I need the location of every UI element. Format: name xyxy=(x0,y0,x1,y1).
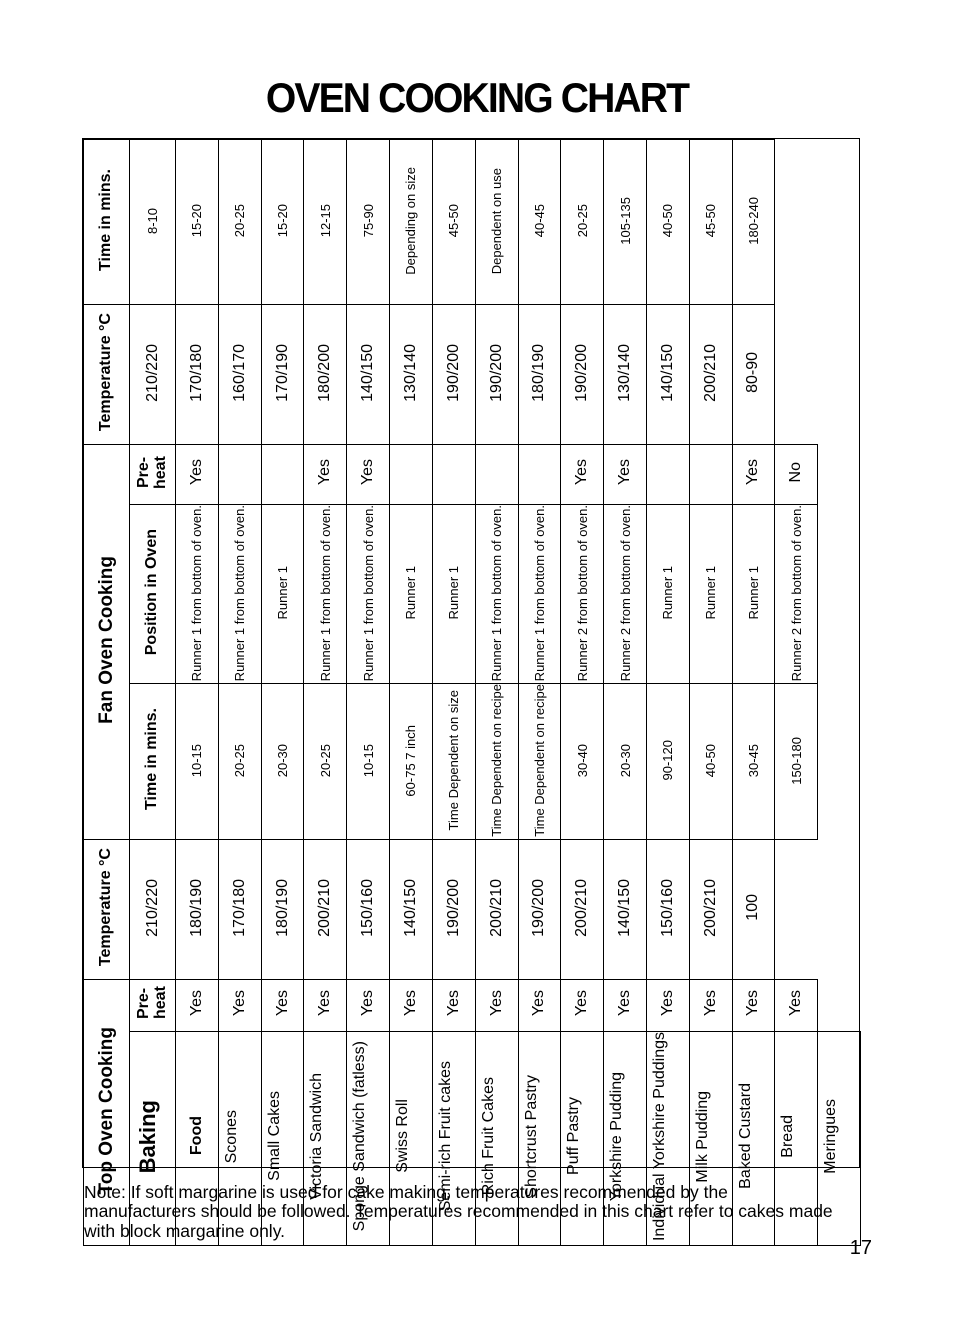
cell-top-temp xyxy=(432,840,475,980)
group-baking-text: Baking xyxy=(135,1099,160,1174)
cell-top-time xyxy=(775,684,818,840)
cell-top-temp-text: 200/210 xyxy=(487,878,505,937)
cell-top-position-text: Runner 1 xyxy=(745,566,761,620)
cell-top-position-text: Runner 1 xyxy=(275,566,291,620)
cell-fan-temp-text: 190/200 xyxy=(573,343,591,402)
header-fan-time-text: Time in mins. xyxy=(97,168,115,271)
cell-fan-temp-text: 130/140 xyxy=(616,343,634,402)
cell-top-preheat xyxy=(432,980,475,1032)
cell-fan-temp-text: 140/150 xyxy=(359,343,377,402)
cell-food-text: Shortcrust Pastry xyxy=(522,1074,540,1198)
cell-top-time-text: Time Dependent on size xyxy=(446,690,462,831)
cell-fan-time-text: 12-15 xyxy=(317,204,333,238)
cell-top-preheat-text: Yes xyxy=(230,990,248,1017)
header-fan-temp-text: Temperature °C xyxy=(97,313,115,432)
cell-top-preheat-text: Yes xyxy=(316,990,334,1017)
cell-top-time-text: 20-30 xyxy=(275,744,291,778)
cell-fan-preheat xyxy=(732,445,775,505)
cell-fan-time xyxy=(304,140,347,305)
cell-top-position-text: Runner 1 xyxy=(660,566,676,620)
cell-top-time xyxy=(432,684,475,840)
cell-fan-temp xyxy=(689,305,732,445)
cell-fan-time-text: 15-20 xyxy=(275,204,291,238)
cell-fan-temp-text: 180/200 xyxy=(316,343,334,402)
cell-fan-temp-text: 190/200 xyxy=(487,343,505,402)
group-fan-text: Fan Oven Cooking xyxy=(96,556,117,724)
cell-top-position xyxy=(561,505,604,684)
cell-fan-temp-text: 210/220 xyxy=(143,343,161,402)
cell-top-temp-text: 100 xyxy=(744,894,762,921)
cell-top-preheat-text: Yes xyxy=(359,990,377,1017)
cell-top-temp xyxy=(475,840,518,980)
cell-top-position xyxy=(689,505,732,684)
cell-top-preheat xyxy=(561,980,604,1032)
cell-top-temp-text: 140/150 xyxy=(401,878,419,937)
cell-top-position-text: Runner 1 xyxy=(403,566,419,620)
cell-top-temp-text: 180/190 xyxy=(273,878,291,937)
page-number: 17 xyxy=(849,1237,872,1259)
cell-top-temp-text: 200/210 xyxy=(573,878,591,937)
header-top-preheat xyxy=(130,980,176,1032)
cell-top-temp-text: 170/180 xyxy=(230,878,248,937)
page-title: OVEN COOKING CHART xyxy=(265,74,689,121)
cell-fan-temp-text: 190/200 xyxy=(444,343,462,402)
cell-top-temp xyxy=(304,840,347,980)
cell-fan-time xyxy=(689,140,732,305)
cell-fan-temp xyxy=(390,305,433,445)
cell-fan-temp xyxy=(475,305,518,445)
cell-food-text: Yorkshire Pudding xyxy=(608,1071,626,1201)
cell-fan-time xyxy=(518,140,561,305)
cell-top-preheat-text: Yes xyxy=(530,990,548,1017)
cell-fan-preheat-text: Yes xyxy=(573,459,591,486)
cell-fan-time-text: Dependent on use xyxy=(489,167,505,275)
cell-top-temp xyxy=(390,840,433,980)
cell-top-preheat xyxy=(518,980,561,1032)
header-top-time-text: Time in mins. xyxy=(143,708,161,811)
cell-top-preheat-text: Yes xyxy=(187,990,205,1017)
cell-top-temp-text: 190/200 xyxy=(444,878,462,937)
cell-top-time-text: 40-50 xyxy=(703,744,719,778)
cell-fan-time xyxy=(732,140,775,305)
cell-top-preheat xyxy=(475,980,518,1032)
cell-top-time xyxy=(518,684,561,840)
cell-fan-temp-text: 130/140 xyxy=(401,343,419,402)
cell-food-text: Victoria Sandwich xyxy=(308,1072,326,1200)
header-food-text: Food xyxy=(187,1116,205,1156)
cell-food-text: Scones xyxy=(222,1109,240,1164)
note-text: Note: If soft margarine is used for cake making, temperatures recommended by the manufacturers should be followed. Temperatures recommended in this chart refer to cakes made with block margarine only. xyxy=(84,1182,833,1241)
cell-fan-time-text: 105-135 xyxy=(617,197,633,245)
cell-fan-temp xyxy=(304,305,347,445)
cell-fan-temp xyxy=(218,305,261,445)
header-top-time xyxy=(130,684,176,840)
cell-fan-time xyxy=(432,140,475,305)
cell-fan-preheat xyxy=(689,445,732,505)
cell-top-time xyxy=(347,684,390,840)
cell-top-preheat xyxy=(218,980,261,1032)
cell-top-temp-text: 210/220 xyxy=(143,878,161,937)
cell-top-temp-text: 200/210 xyxy=(316,878,334,937)
cell-top-position xyxy=(176,505,219,684)
cell-top-preheat xyxy=(775,980,818,1032)
cell-top-temp xyxy=(176,840,219,980)
cell-top-position-text: Runner 1 xyxy=(446,566,462,620)
cell-food-text: Small Cakes xyxy=(265,1091,283,1182)
cell-fan-time-text: 45-50 xyxy=(446,204,462,238)
cell-food-text: Swiss Roll xyxy=(394,1099,412,1174)
header-top-position xyxy=(130,505,176,684)
cell-top-time-text: Time Dependent on recipe xyxy=(489,684,505,838)
cell-food-text: Baked Custard xyxy=(736,1083,754,1190)
cell-fan-time xyxy=(604,140,647,305)
cell-top-preheat xyxy=(646,980,689,1032)
cell-top-position xyxy=(604,505,647,684)
cell-fan-preheat xyxy=(646,445,689,505)
cell-food-text: Rich Fruit Cakes xyxy=(479,1077,497,1196)
header-fan-time xyxy=(84,140,130,305)
cell-top-time-text: 10-15 xyxy=(360,744,376,778)
cell-top-preheat-text: Yes xyxy=(487,990,505,1017)
oven-cooking-table xyxy=(83,139,861,1246)
cell-fan-time-text: 40-45 xyxy=(531,204,547,238)
cell-fan-preheat-text: Yes xyxy=(187,459,205,486)
cell-top-temp xyxy=(732,840,775,980)
cell-fan-temp xyxy=(176,305,219,445)
cell-top-time-text: 10-15 xyxy=(189,744,205,778)
cell-top-temp xyxy=(130,840,176,980)
cell-top-preheat-text: Yes xyxy=(616,990,634,1017)
cell-top-position xyxy=(646,505,689,684)
cell-top-temp xyxy=(689,840,732,980)
cell-food-text: Individual Yorkshire Puddings xyxy=(650,1031,668,1241)
cell-top-temp xyxy=(261,840,304,980)
cell-fan-temp-text: 140/150 xyxy=(658,343,676,402)
cell-top-temp xyxy=(561,840,604,980)
cell-top-position-text: Runner 1 from bottom of oven. xyxy=(360,505,376,682)
cell-fan-preheat-text: Yes xyxy=(359,459,377,486)
cell-top-temp-text: 180/190 xyxy=(187,878,205,937)
cell-fan-temp-text: 200/210 xyxy=(701,343,719,402)
cell-top-preheat xyxy=(347,980,390,1032)
cell-fan-time-text: 180-240 xyxy=(745,197,761,245)
cell-top-position-text: Runner 2 from bottom of oven. xyxy=(788,505,804,682)
cell-top-time xyxy=(261,684,304,840)
cell-top-time-text: 20-25 xyxy=(232,744,248,778)
cell-top-time-text: 20-30 xyxy=(617,744,633,778)
cell-fan-time xyxy=(176,140,219,305)
cell-fan-time xyxy=(390,140,433,305)
cell-top-position-text: Runner 1 from bottom of oven. xyxy=(489,505,505,682)
cell-fan-time-text: 15-20 xyxy=(189,204,205,238)
cell-fan-temp xyxy=(347,305,390,445)
cell-fan-preheat xyxy=(518,445,561,505)
cell-fan-time xyxy=(130,140,176,305)
cell-top-time xyxy=(561,684,604,840)
cell-top-time-text: 20-25 xyxy=(317,744,333,778)
cell-fan-time xyxy=(475,140,518,305)
cell-top-preheat xyxy=(390,980,433,1032)
cell-top-preheat xyxy=(732,980,775,1032)
cell-top-position-text: Runner 1 xyxy=(703,566,719,620)
cell-fan-preheat xyxy=(218,445,261,505)
cell-top-position xyxy=(304,505,347,684)
cell-fan-preheat xyxy=(432,445,475,505)
cell-top-preheat xyxy=(261,980,304,1032)
cell-top-time xyxy=(475,684,518,840)
cell-fan-preheat xyxy=(775,445,818,505)
header-top-position-text: Position in Oven xyxy=(143,528,161,655)
cell-fan-preheat xyxy=(561,445,604,505)
cell-fan-preheat xyxy=(304,445,347,505)
cell-top-temp-text: 200/210 xyxy=(701,878,719,937)
cell-fan-temp-text: 170/180 xyxy=(187,343,205,402)
cell-top-temp xyxy=(218,840,261,980)
cell-top-time-text: 90-120 xyxy=(660,740,676,781)
cell-fan-time-text: 8-10 xyxy=(145,207,160,235)
cell-fan-preheat-text: No xyxy=(787,462,805,483)
cell-top-time xyxy=(732,684,775,840)
cell-top-time xyxy=(604,684,647,840)
cell-food-text: Puff Pastry xyxy=(565,1097,583,1176)
cell-fan-temp xyxy=(518,305,561,445)
cell-top-preheat-text: Yes xyxy=(744,990,762,1017)
cell-fan-time-text: 40-50 xyxy=(660,204,676,238)
cell-top-temp-text: 150/160 xyxy=(658,878,676,937)
group-fan xyxy=(84,445,130,840)
cell-top-preheat-text: Yes xyxy=(273,990,291,1017)
cell-fan-temp xyxy=(432,305,475,445)
cell-top-time xyxy=(218,684,261,840)
cell-fan-preheat xyxy=(604,445,647,505)
cell-fan-preheat xyxy=(390,445,433,505)
cell-top-temp xyxy=(604,840,647,980)
cell-top-preheat-text: Yes xyxy=(787,990,805,1017)
cell-fan-time-text: 20-25 xyxy=(574,204,590,238)
header-top-temp-text: Temperature °C xyxy=(97,848,115,967)
cell-top-preheat-text: Yes xyxy=(444,990,462,1017)
cell-top-temp xyxy=(646,840,689,980)
cell-top-time-text: 30-40 xyxy=(574,744,590,778)
cell-fan-time xyxy=(218,140,261,305)
cell-top-position xyxy=(347,505,390,684)
cell-fan-temp xyxy=(646,305,689,445)
cell-top-position xyxy=(518,505,561,684)
cell-top-time xyxy=(304,684,347,840)
cell-food-text: Milk Pudding xyxy=(693,1090,711,1183)
cell-top-position-text: Runner 1 from bottom of oven. xyxy=(232,505,248,682)
cell-fan-preheat-text: Yes xyxy=(744,459,762,486)
cell-top-time-text: 60-75 7 inch xyxy=(403,724,419,797)
cell-top-preheat-text: Yes xyxy=(658,990,676,1017)
cell-food-text: Semi-rich Fruit cakes xyxy=(436,1061,454,1212)
cell-fan-temp xyxy=(732,305,775,445)
cell-top-position-text: Runner 1 from bottom of oven. xyxy=(317,505,333,682)
cell-top-time xyxy=(646,684,689,840)
cell-fan-time-text: 45-50 xyxy=(703,204,719,238)
group-top-text: Top Oven Cooking xyxy=(96,1026,117,1195)
header-top-temp xyxy=(84,840,130,980)
cell-top-position-text: Runner 1 from bottom of oven. xyxy=(189,505,205,682)
cell-fan-temp xyxy=(130,305,176,445)
cell-fan-time xyxy=(561,140,604,305)
cell-top-time xyxy=(176,684,219,840)
cell-top-time xyxy=(689,684,732,840)
cell-fan-preheat xyxy=(475,445,518,505)
cell-top-position-text: Runner 2 from bottom of oven. xyxy=(574,505,590,682)
cell-fan-temp-text: 80-90 xyxy=(744,352,762,393)
cell-fan-temp xyxy=(261,305,304,445)
cell-top-preheat xyxy=(689,980,732,1032)
cell-top-preheat xyxy=(176,980,219,1032)
cell-top-position xyxy=(218,505,261,684)
cell-top-position xyxy=(261,505,304,684)
cell-top-time-text: 30-45 xyxy=(745,744,761,778)
cell-top-time-text: Time Dependent on recipe xyxy=(531,684,547,838)
cell-fan-temp-text: 170/190 xyxy=(273,343,291,402)
cell-fan-preheat xyxy=(347,445,390,505)
cell-top-preheat xyxy=(304,980,347,1032)
cell-fan-preheat xyxy=(176,445,219,505)
cell-fan-temp xyxy=(561,305,604,445)
cell-top-preheat-text: Yes xyxy=(401,990,419,1017)
cell-fan-time xyxy=(646,140,689,305)
table-body xyxy=(84,140,861,1246)
cell-fan-time xyxy=(261,140,304,305)
cell-top-position-text: Runner 2 from bottom of oven. xyxy=(617,505,633,682)
cell-top-time-text: 150-180 xyxy=(788,736,804,785)
header-fan-preheat-text: Pre- heat xyxy=(134,455,169,489)
cell-fan-preheat xyxy=(261,445,304,505)
cell-fan-time-text: Depending on size xyxy=(403,167,419,275)
cell-top-preheat-text: Yes xyxy=(701,990,719,1017)
cell-top-position xyxy=(475,505,518,684)
cell-top-preheat-text: Yes xyxy=(573,990,591,1017)
header-fan-temp xyxy=(84,305,130,445)
cell-fan-preheat-text: Yes xyxy=(616,459,634,486)
cell-food-text: Meringues xyxy=(822,1098,840,1174)
header-fan-preheat xyxy=(130,445,176,505)
cell-fan-temp-text: 180/190 xyxy=(530,343,548,402)
cell-top-temp xyxy=(518,840,561,980)
header-top-preheat-text: Pre- heat xyxy=(134,986,169,1020)
cell-food-text: Bread xyxy=(779,1114,797,1158)
cell-fan-preheat-text: Yes xyxy=(316,459,334,486)
cell-top-temp-text: 140/150 xyxy=(616,878,634,937)
cell-top-position xyxy=(432,505,475,684)
cell-top-time xyxy=(390,684,433,840)
cell-top-position xyxy=(390,505,433,684)
cell-top-temp xyxy=(347,840,390,980)
cell-fan-time-text: 75-90 xyxy=(360,204,376,238)
cell-fan-time xyxy=(347,140,390,305)
cell-fan-temp-text: 160/170 xyxy=(230,343,248,402)
cell-fan-time-text: 20-25 xyxy=(232,204,248,238)
cell-top-position-text: Runner 1 from bottom of oven. xyxy=(531,505,547,682)
cell-top-temp-text: 150/160 xyxy=(359,878,377,937)
cell-top-temp-text: 190/200 xyxy=(530,878,548,937)
cell-top-position xyxy=(775,505,818,684)
cell-food-text: Sponge Sandwich (fatless) xyxy=(351,1041,369,1232)
cell-top-preheat xyxy=(604,980,647,1032)
cell-fan-temp xyxy=(604,305,647,445)
cell-top-position xyxy=(732,505,775,684)
